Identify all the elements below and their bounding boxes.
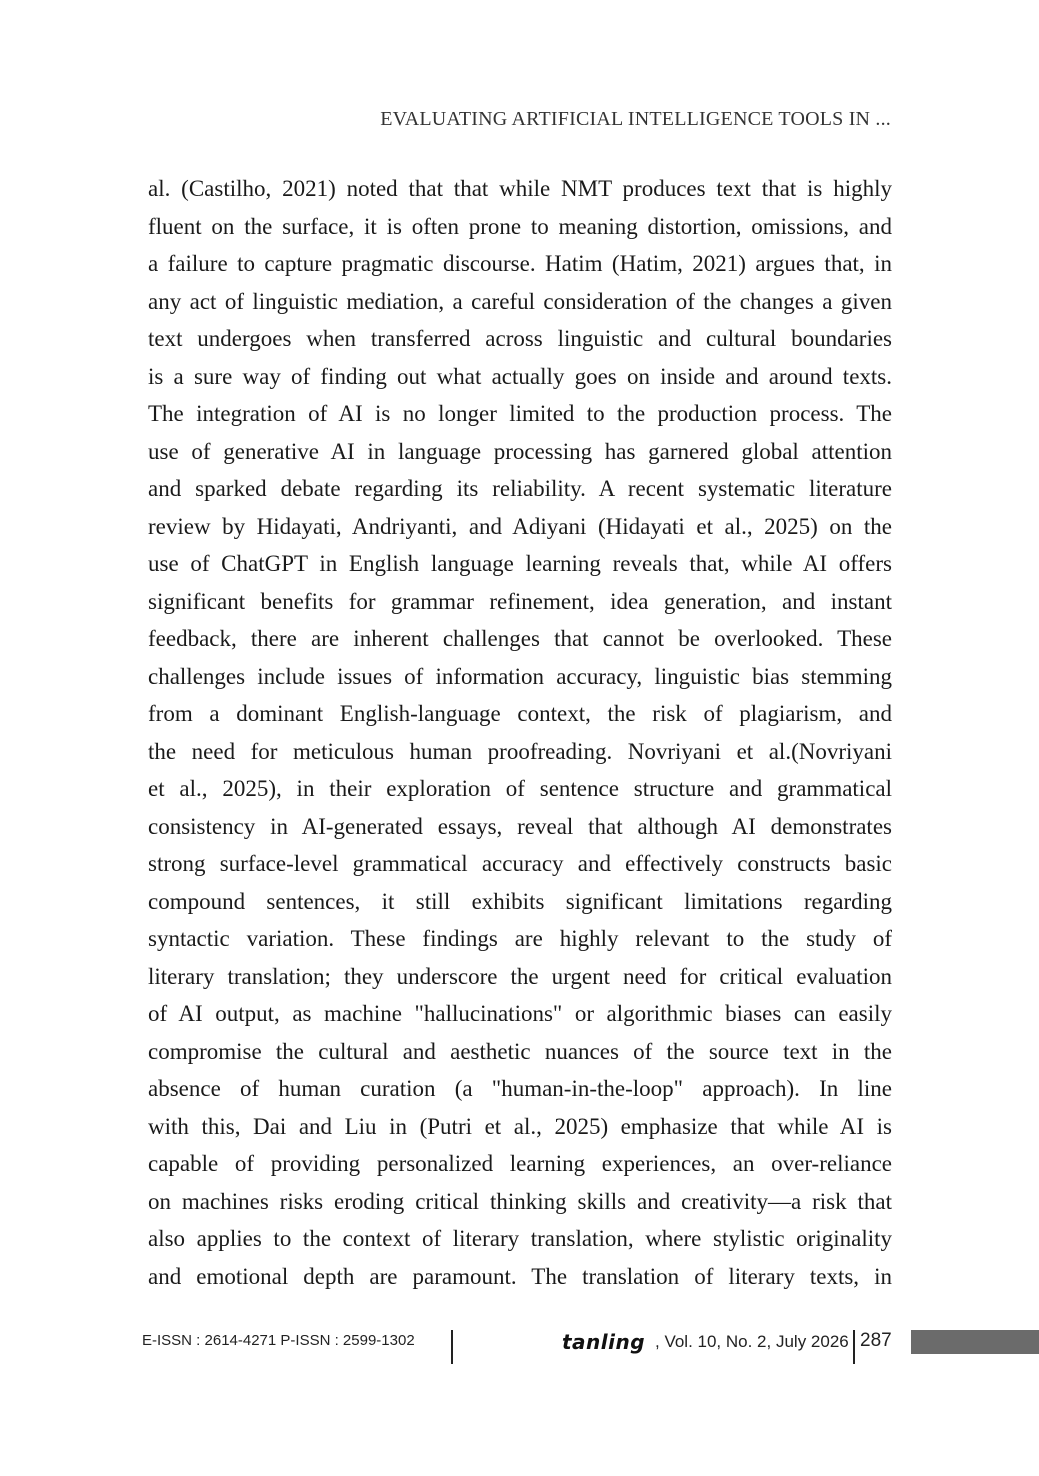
text-line: and emotional depth are paramount. The translation of literary texts, in xyxy=(148,1263,892,1289)
text-line: The integration of AI is no longer limited to the production process. The xyxy=(148,401,892,426)
text-line: from a dominant English-language context, the risk of plagiarism, and xyxy=(148,701,892,726)
text-line: absence of human curation (a "human-in-the-loop" approach). In line xyxy=(148,1076,892,1101)
footer-divider xyxy=(451,1330,453,1364)
text-line: of AI output, as machine "hallucinations" or algorithmic biases can easily xyxy=(148,1001,892,1026)
text-line: compound sentences, it still exhibits significant limitations regarding xyxy=(148,888,892,914)
text-line: is a sure way of finding out what actually goes on inside and around texts. xyxy=(148,363,892,389)
text-line: compromise the cultural and aesthetic nuances of the source text in the xyxy=(148,1038,892,1064)
text-line: et al., 2025), in their exploration of sentence structure and grammatical xyxy=(148,776,892,801)
running-head-title: EVALUATING ARTIFICIAL INTELLIGENCE TOOLS IN ... xyxy=(380,108,891,130)
text-line: significant benefits for grammar refinement, idea generation, and instant xyxy=(148,588,892,614)
footer-color-bar xyxy=(911,1330,1039,1354)
text-line: syntactic variation. These findings are highly relevant to the study of xyxy=(148,926,892,951)
text-line: the need for meticulous human proofreading. Novriyani et al.(Novriyani xyxy=(148,738,892,764)
text-line: consistency in AI-generated essays, reveal that although AI demonstrates xyxy=(148,813,892,839)
text-line: any act of linguistic mediation, a careful consideration of the changes a given xyxy=(148,288,892,314)
text-line: feedback, there are inherent challenges that cannot be overlooked. These xyxy=(148,626,892,651)
text-line: al. (Castilho, 2021) noted that that while NMT produces text that is highly xyxy=(148,176,892,201)
text-line: with this, Dai and Liu in (Putri et al., 2025) emphasize that while AI is xyxy=(148,1113,892,1139)
page-number: 287 xyxy=(860,1330,892,1351)
text-line: also applies to the context of literary translation, where stylistic originality xyxy=(148,1226,892,1251)
footer-divider xyxy=(853,1330,855,1364)
text-line: review by Hidayati, Andriyanti, and Adiyani (Hidayati et al., 2025) on the xyxy=(148,513,892,539)
text-line: use of generative AI in language processing has garnered global attention xyxy=(148,438,892,464)
text-line: strong surface-level grammatical accuracy and effectively constructs basic xyxy=(148,851,892,876)
text-line: capable of providing personalized learning experiences, an over-reliance xyxy=(148,1151,892,1176)
text-line: literary translation; they underscore the urgent need for critical evaluation xyxy=(148,963,892,989)
text-line: fluent on the surface, it is often prone to meaning distortion, omissions, and xyxy=(148,213,892,239)
text-line: use of ChatGPT in English language learning reveals that, while AI offers xyxy=(148,551,892,576)
text-line: a failure to capture pragmatic discourse. Hatim (Hatim, 2021) argues that, in xyxy=(148,251,892,276)
text-line: and sparked debate regarding its reliability. A recent systematic literature xyxy=(148,476,892,501)
text-line: on machines risks eroding critical thinking skills and creativity—a risk that xyxy=(148,1188,892,1214)
volume-info: , Vol. 10, No. 2, July 2026 xyxy=(655,1332,849,1351)
issn-text: E-ISSN : 2614-4271 P-ISSN : 2599-1302 xyxy=(142,1332,415,1349)
text-line: challenges include issues of information accuracy, linguistic bias stemming xyxy=(148,663,892,689)
journal-logo: tanling xyxy=(562,1330,646,1354)
page-footer xyxy=(0,1328,1039,1368)
text-line: text undergoes when transferred across linguistic and cultural boundaries xyxy=(148,326,892,351)
body-paragraph xyxy=(148,170,892,1295)
